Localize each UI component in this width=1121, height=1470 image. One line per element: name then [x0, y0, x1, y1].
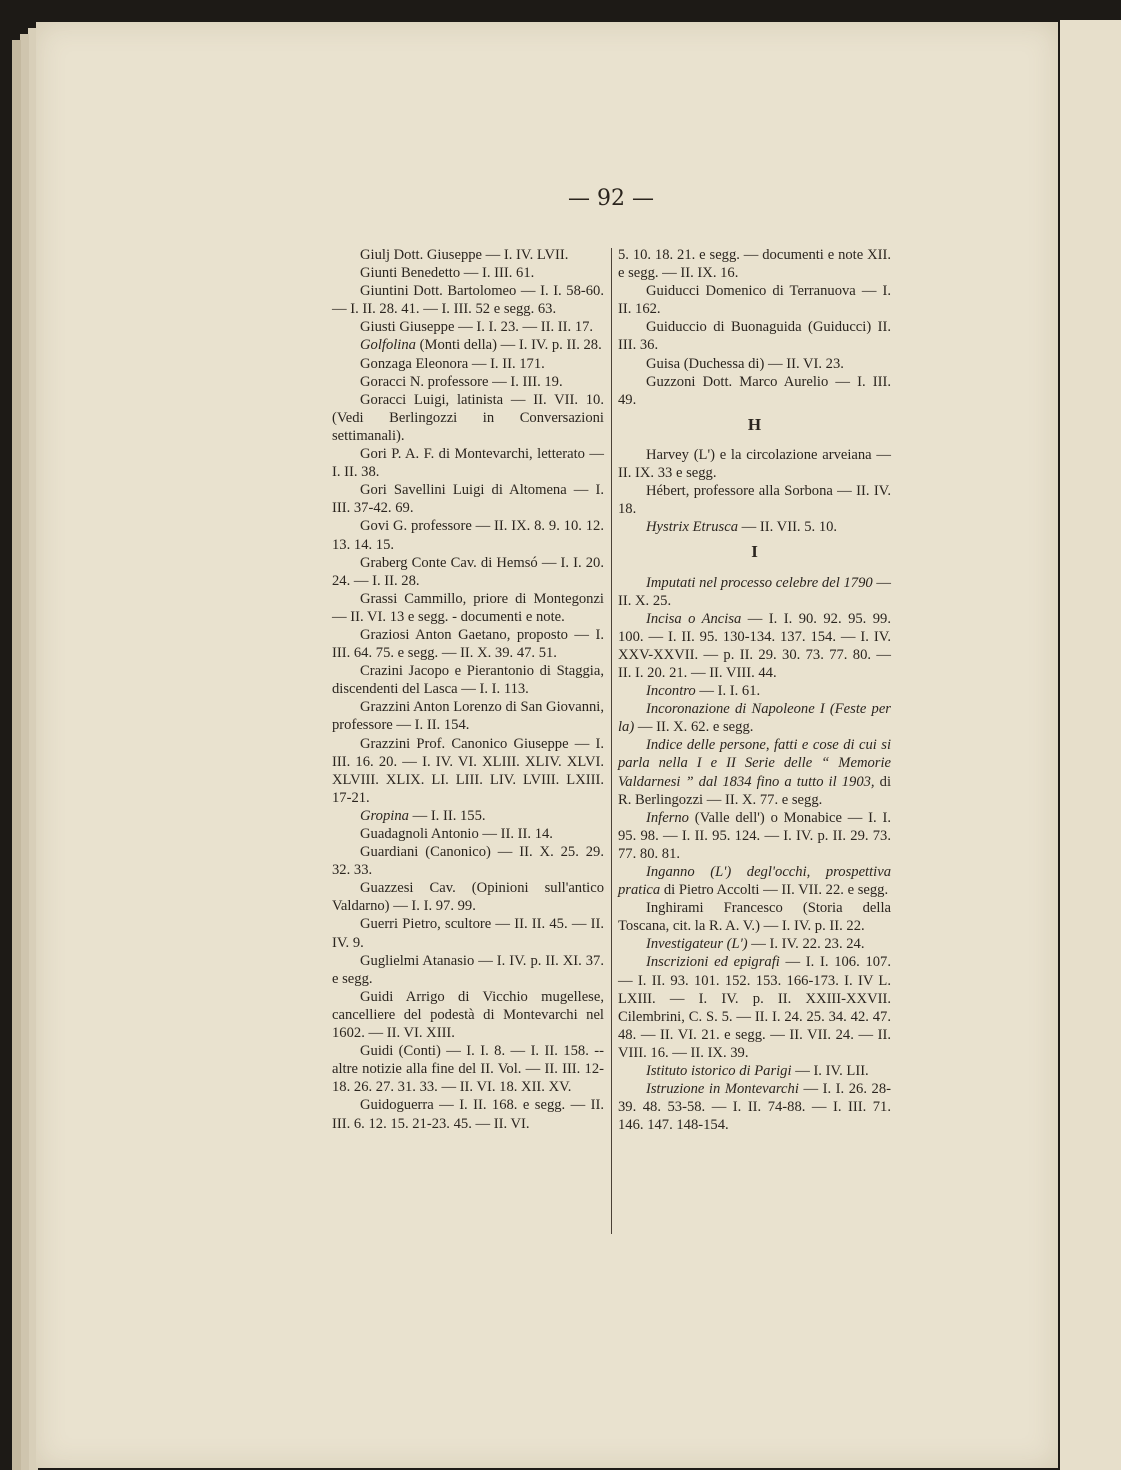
index-entry: [332, 843, 604, 879]
index-entry: [332, 554, 604, 590]
index-entry: [332, 445, 604, 481]
entry-italic-title: Istituto istorico di Parigi: [646, 1063, 792, 1080]
index-entry: [618, 953, 891, 1062]
index-entry: [332, 735, 604, 807]
entry-italic-title: Inscrizioni ed epigrafi: [646, 954, 780, 971]
index-entry: [332, 1096, 604, 1132]
entry-text: 5. 10. 18. 21. e segg. — documenti e note XII. e segg. — II. IX. 16.: [618, 247, 891, 282]
page-stack-edge-2: [20, 34, 29, 1470]
entry-italic-title: Incontro: [646, 683, 696, 700]
index-entry: [332, 807, 604, 825]
index-entry: [332, 1042, 604, 1096]
index-entry: [332, 355, 604, 373]
index-entry: [332, 952, 604, 988]
entry-italic-title: Gropina: [360, 807, 409, 824]
entry-text: (Monti della) — I. IV. p. II. 28.: [419, 337, 602, 354]
entry-text: Guidi Arrigo di Vicchio mugellese, cancelliere del podestà di Montevarchi nel 1602. — II. VI. XIII.: [332, 988, 604, 1042]
entry-text: Guazzesi Cav. (Opinioni sull'antico Valdarno) — I. I. 97. 99.: [332, 880, 604, 915]
column-divider: [611, 248, 612, 1234]
entry-text: Gori P. A. F. di Montevarchi, letterato — I. II. 38.: [332, 446, 604, 481]
index-entry: [618, 863, 891, 899]
index-entry: [332, 481, 604, 517]
index-entry: [618, 809, 891, 863]
entry-italic-title: Incisa o Ancisa: [646, 610, 742, 627]
right-column: [618, 246, 891, 1134]
entry-text: Goracci Luigi, latinista — II. VII. 10. (Vedi Berlingozzi in Conversazioni settimanali).: [332, 391, 604, 444]
index-entry: [332, 626, 604, 662]
entry-text: Guisa (Duchessa di) — II. VI. 23.: [646, 355, 844, 372]
entry-text: Harvey (L') e la circolazione arveiana — II. IX. 33 e segg.: [618, 446, 891, 482]
index-entry: [332, 879, 604, 915]
entry-text: Grazzini Prof. Canonico Giuseppe — I. III. 16. 20. — I. IV. VI. XLIII. XLIV. XLVI. XLVIII. XLIX. LI. LIII. LIV. LVIII. LXIII. 17-21.: [332, 735, 604, 806]
entry-italic-title: Inganno (L') degl'occhi, prospettiva pratica: [618, 864, 891, 899]
index-entry: [618, 282, 891, 318]
entry-text: — I. IV. 22. 23. 24.: [751, 936, 865, 953]
entry-text: (Valle dell') o Monabice — I. I. 95. 98. — I. II. 95. 124. — I. IV. p. II. 29. 73. 77. 80. 81.: [618, 809, 891, 862]
entry-text: Grazzini Anton Lorenzo di San Giovanni, professore — I. II. 154.: [332, 699, 604, 734]
index-entry: [618, 935, 891, 953]
index-entry: [618, 610, 891, 682]
entry-italic-title: Hystrix Etrusca: [646, 519, 739, 536]
index-entry: [332, 318, 604, 336]
page-number: — 92 —: [568, 186, 654, 211]
section-letter-heading: [618, 543, 891, 561]
index-entry: [332, 336, 604, 354]
index-entry: [332, 825, 604, 843]
entry-italic-title: Imputati nel processo celebre del 1790: [646, 574, 873, 591]
entry-italic-title: Golfolina: [360, 337, 416, 354]
index-entry: [618, 1062, 891, 1080]
entry-text: Giulj Dott. Giuseppe — I. IV. LVII.: [360, 247, 569, 263]
entry-text: Grassi Cammillo, priore di Montegonzi — II. VI. 13 e segg. - documenti e note.: [332, 590, 604, 625]
entry-text: — I. I. 61.: [699, 683, 761, 700]
entry-italic-title: Inferno: [646, 809, 689, 826]
index-entry: [332, 698, 604, 734]
index-entry: [618, 899, 891, 935]
index-entry: [332, 517, 604, 553]
index-entry: [332, 246, 604, 264]
index-entry: [332, 915, 604, 951]
index-entry: [332, 662, 604, 698]
index-entry: [618, 482, 891, 518]
entry-italic-title: Istruzione in Montevarchi: [646, 1081, 799, 1098]
entry-text: Guiducci Domenico di Terranuova — I. II. 162.: [618, 283, 891, 318]
heading-text: H: [747, 414, 762, 434]
entry-text: — I. I. 90. 92. 95. 99. 100. — I. II. 95. 130-134. 137. 154. — I. IV. XXV-XXVII. — p. II. 29. 30. 73. 77. 80. — II. I. 20. 21. — II. VIII. 44.: [618, 610, 891, 681]
entry-text: Gonzaga Eleonora — I. II. 171.: [360, 355, 545, 372]
entry-text: — II. VII. 5. 10.: [741, 519, 838, 536]
index-entry: [618, 373, 891, 409]
entry-text: Goracci N. professore — I. III. 19.: [360, 373, 563, 390]
index-entry: [332, 264, 604, 282]
entry-text: Guidoguerra — I. II. 168. e segg. — II. III. 6. 12. 15. 21-23. 45. — II. VI.: [332, 1097, 604, 1132]
entry-text: Guglielmi Atanasio — I. IV. p. II. XI. 37. e segg.: [332, 952, 604, 987]
entry-text: Guardiani (Canonico) — II. X. 25. 29. 32. 33.: [332, 844, 604, 879]
entry-text: — I. I. 26. 28-39. 48. 53-58. — I. II. 74-88. — I. III. 71. 146. 147. 148-154.: [618, 1081, 891, 1134]
entry-text: Guidi (Conti) — I. I. 8. — I. II. 158. -- altre notizie alla fine del II. Vol. — II. III. 12-18. 26. 27. 31. 33. — II. VI. 18. XII. XV.: [332, 1043, 604, 1096]
index-entry: [618, 574, 891, 610]
index-entry: [332, 391, 604, 445]
index-entry: [618, 246, 891, 282]
heading-text: I: [751, 542, 758, 562]
entry-text: Guerri Pietro, scultore — II. II. 45. — II. IV. 9.: [332, 916, 604, 951]
index-entry: [618, 736, 891, 808]
section-letter-heading: [618, 416, 891, 434]
page-stack-edge-3: [12, 40, 21, 1470]
entry-italic-title: Investigateur (L'): [646, 936, 748, 953]
entry-text: — II. X. 25.: [618, 574, 891, 609]
index-entry: [618, 318, 891, 354]
index-entry: [332, 373, 604, 391]
entry-text: — I. II. 155.: [412, 807, 486, 824]
entry-text: — I. I. 106. 107. — I. II. 93. 101. 152. 153. 166-173. I. IV L. LXIII. — I. IV. p. II. XXIII-XXVII. Cilembrini, C. S. 5. — II. I. 24. 25. 34. 42. 47. 48. — II. VI. 21. e segg. — II. VII. 24. — II. VIII. 16. — II. IX. 39.: [618, 954, 891, 1061]
entry-text: Giunti Benedetto — I. III. 61.: [360, 265, 535, 282]
left-column: [332, 246, 604, 1133]
entry-text: Hébert, professore alla Sorbona — II. IV. 18.: [618, 483, 891, 518]
index-entry: [332, 590, 604, 626]
index-entry: [618, 1080, 891, 1134]
entry-text: Giuntini Dott. Bartolomeo — I. I. 58-60. — I. II. 28. 41. — I. III. 52 e segg. 63.: [332, 283, 604, 318]
index-entry: [618, 700, 891, 736]
entry-text: Guadagnoli Antonio — II. II. 14.: [360, 826, 553, 842]
entry-text: Inghirami Francesco (Storia della Toscana, cit. la R. A. V.) — I. IV. p. II. 22.: [618, 900, 891, 935]
entry-italic-title: Incoronazione di Napoleone I (Feste per la): [618, 701, 891, 736]
entry-text: Guzzoni Dott. Marco Aurelio — I. III. 49.: [618, 373, 891, 408]
entry-text: di Pietro Accolti — II. VII. 22. e segg.: [663, 882, 889, 899]
entry-text: di R. Berlingozzi — II. X. 77. e segg.: [618, 773, 891, 808]
index-entry: [332, 988, 604, 1042]
entry-text: — I. IV. LII.: [795, 1063, 869, 1080]
index-entry: [618, 518, 891, 536]
index-entry: [332, 282, 604, 318]
entry-text: — II. X. 62. e segg.: [637, 719, 754, 736]
entry-text: Graziosi Anton Gaetano, proposto — I. III. 64. 75. e segg. — II. X. 39. 47. 51.: [332, 626, 604, 662]
index-entry: [618, 682, 891, 700]
entry-italic-title: Indice delle persone, fatti e cose di cui si parla nella I e II Serie delle “ Memorie Valdarnesi ” dal 1834 fino a tutto il 1903,: [618, 737, 891, 790]
entry-text: Graberg Conte Cav. di Hemsó — I. I. 20. 24. — I. II. 28.: [332, 554, 604, 589]
entry-text: Giusti Giuseppe — I. I. 23. — II. II. 17.: [360, 319, 594, 336]
index-entry: [618, 355, 891, 373]
entry-text: Gori Savellini Luigi di Altomena — I. III. 37-42. 69.: [332, 482, 604, 517]
facing-page-edge: [1060, 20, 1121, 1470]
entry-text: Guiduccio di Buonaguida (Guiducci) II. III. 36.: [618, 319, 891, 354]
entry-text: Crazini Jacopo e Pierantonio di Staggia, discendenti del Lasca — I. I. 113.: [332, 663, 604, 698]
index-entry: [618, 446, 891, 482]
entry-text: Govi G. professore — II. IX. 8. 9. 10. 12. 13. 14. 15.: [332, 518, 604, 553]
